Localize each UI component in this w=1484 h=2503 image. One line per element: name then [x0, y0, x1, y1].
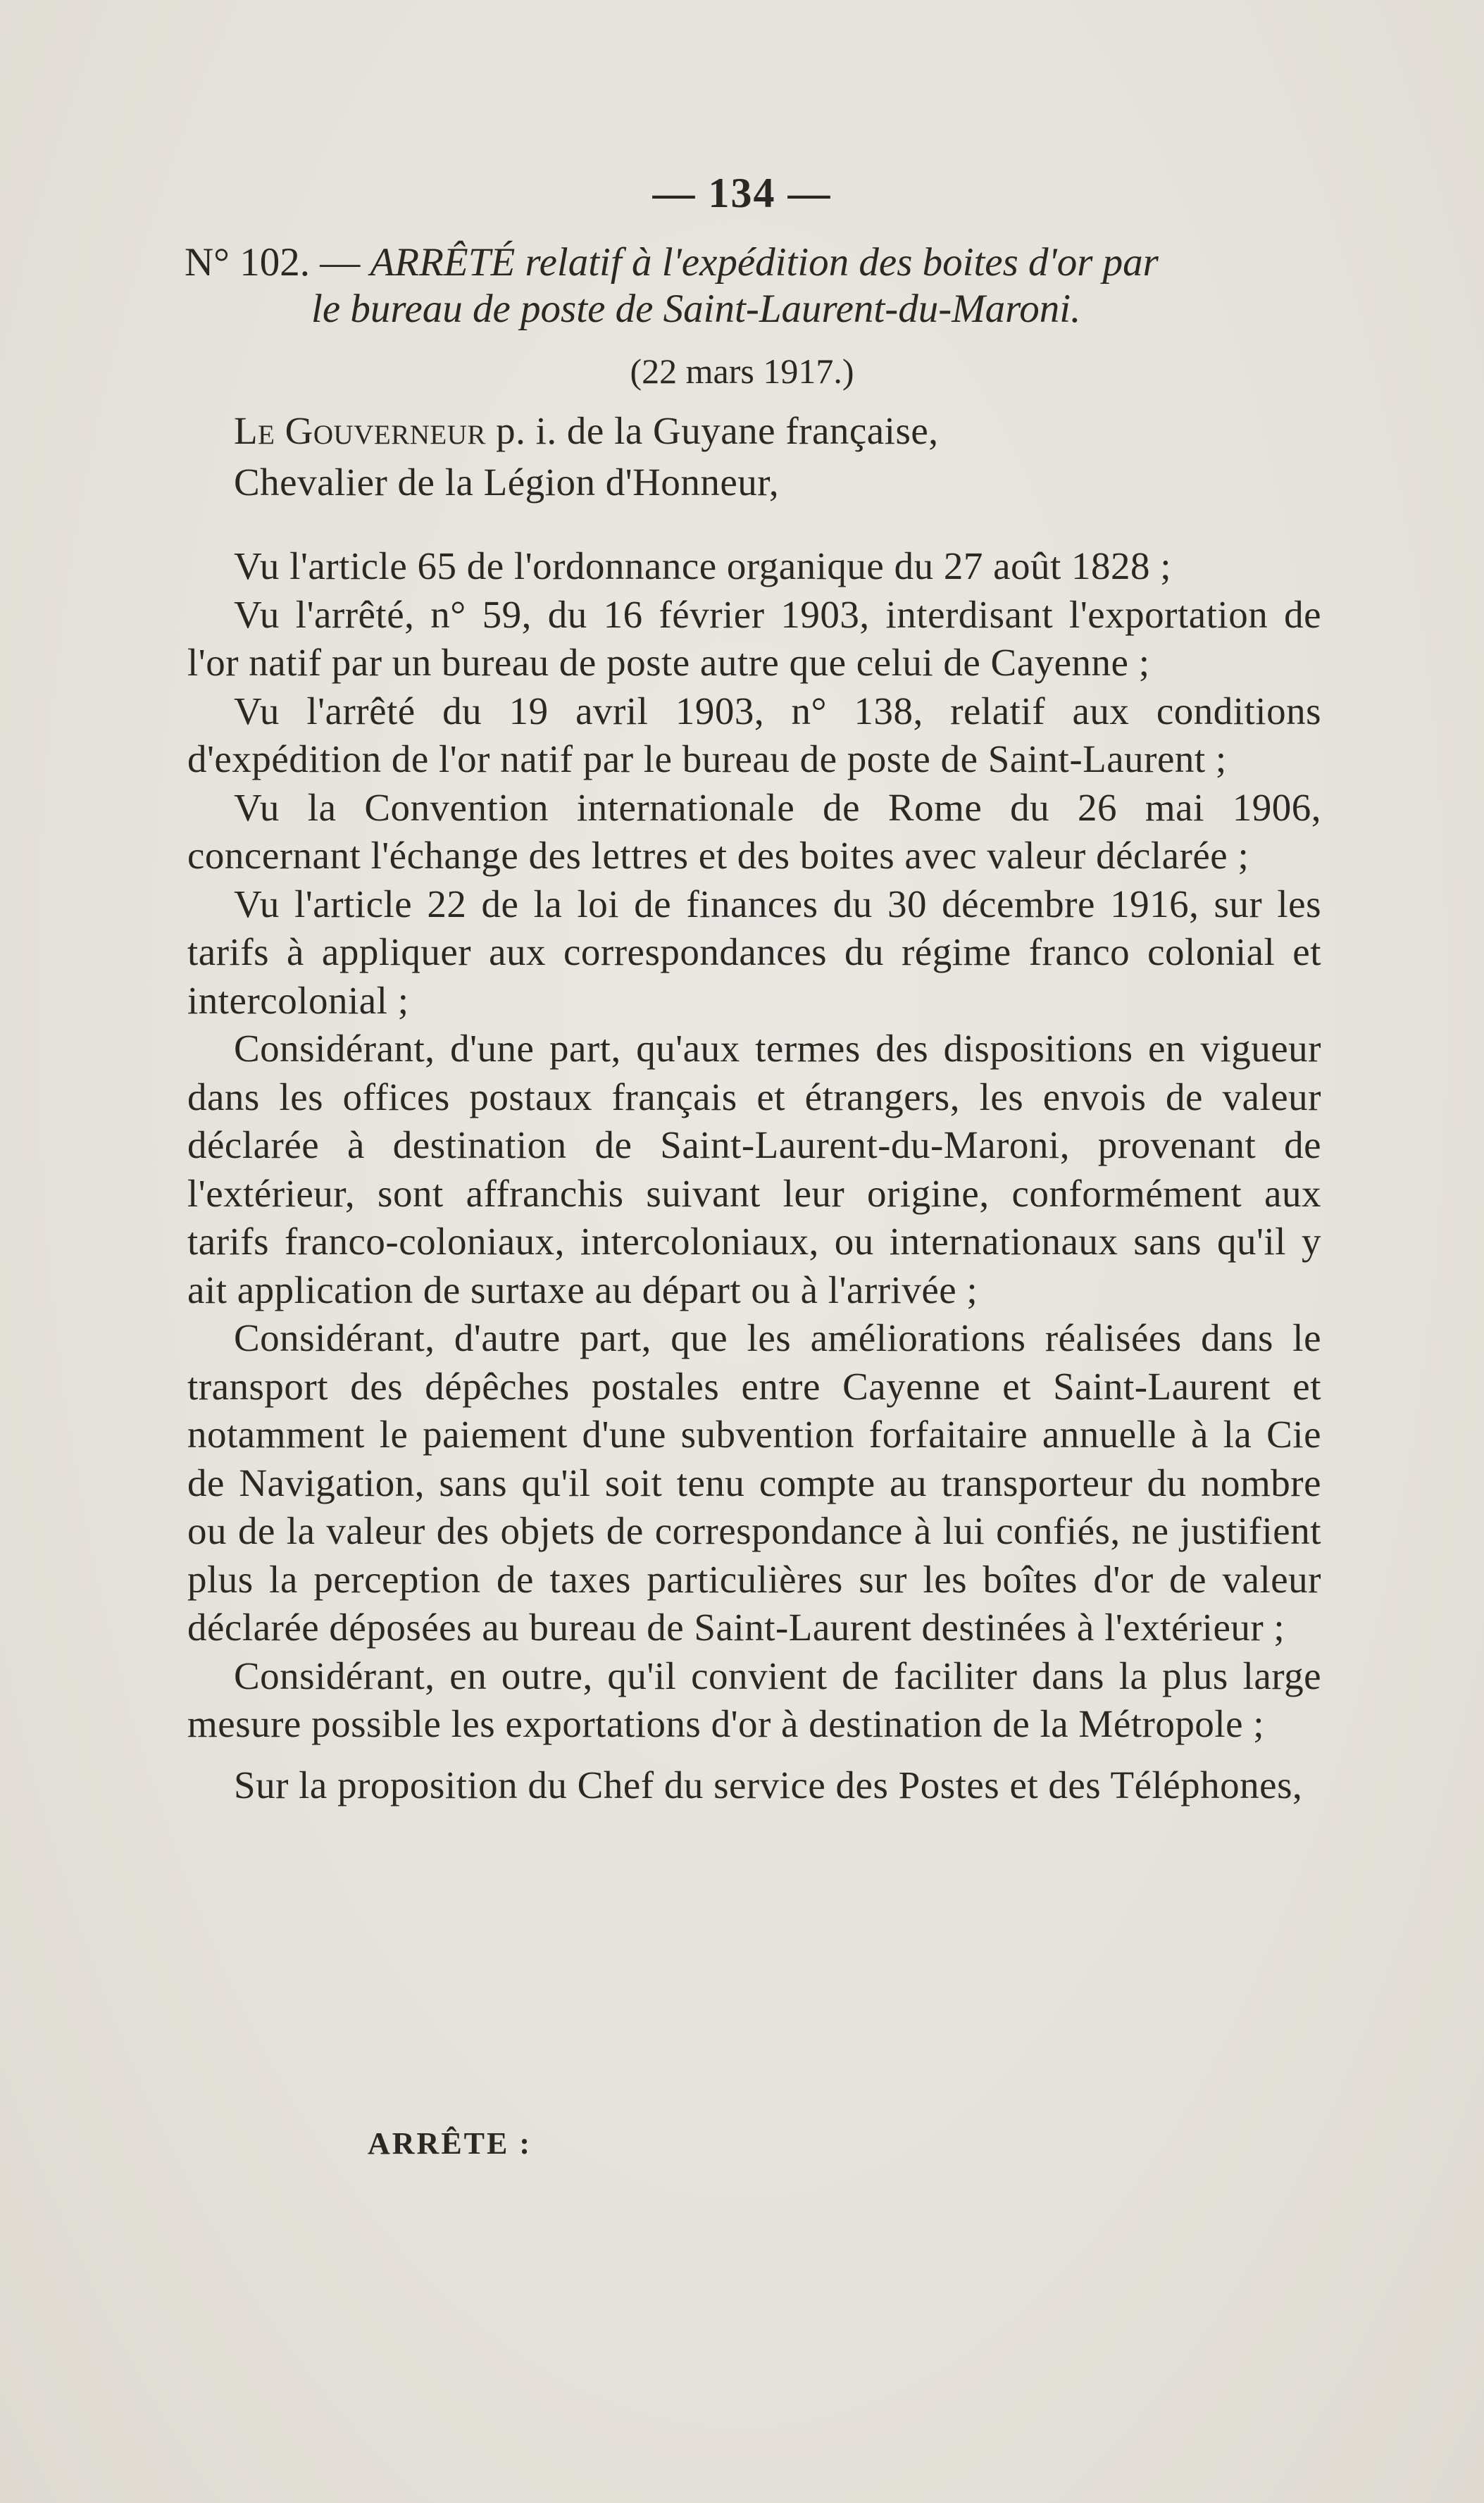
decree-date: (22 mars 1917.): [630, 351, 854, 391]
decree-title: [185, 239, 1326, 332]
paragraph-considerant-2: Considérant, d'autre part, que les améliorations réalisées dans le transport des dépêches postales entre Cayenne et Saint-Laurent et notamment le paiement d'une subvention forfaitaire annuelle à la Cie de Navigation, sans qu'il soit tenu compte au transporteur du nombre ou de la valeur des objets de correspondance à lui confiés, ne justifient plus la perception de taxes particulières sur les boîtes d'or de valeur déclarée déposées au bureau de Saint-Laurent destinées à l'extérieur ;: [187, 1316, 1321, 1649]
page-number: — 134 —: [652, 170, 832, 216]
paragraph-considerant-1: Considérant, d'une part, qu'aux termes des dispositions en vigueur dans les offices postaux français et étrangers, les envois de valeur déclarée à destination de Saint-Laurent-du-Maroni, provenant de l'extérieur, sont affranchis suivant leur origine, conformément aux tarifs franco-coloniaux, intercoloniaux, ou internationaux sans qu'il y ait application de surtaxe au départ ou à l'arrivée ;: [187, 1027, 1321, 1311]
paragraph-proposition: Sur la proposition du Chef du service des Postes et des Téléphones,: [234, 1763, 1303, 1806]
governor-line1-rest: p. i. de la Guyane française,: [485, 409, 939, 452]
paragraph-considerant-3: Considérant, en outre, qu'il convient de faciliter dans la plus large mesure possible les exportations d'or à destination de la Métropole ;: [187, 1654, 1321, 1745]
decree-number: N° 102. —: [185, 240, 361, 285]
paragraph-article-65: Vu l'article 65 de l'ordonnance organique du 27 août 1828 ;: [234, 544, 1172, 587]
decree-body: [187, 542, 1321, 1809]
governor-header: [187, 407, 1321, 506]
paragraph-article-22: Vu l'article 22 de la loi de finances du 30 décembre 1916, sur les tarifs à appliquer aux correspondances du régime franco colonial et intercolonial ;: [187, 882, 1321, 1022]
governor-line1: [187, 407, 1321, 456]
decree-heading-line2: le bureau de poste de Saint-Laurent-du-Maroni.: [311, 287, 1081, 331]
paragraph-convention-rome: Vu la Convention internationale de Rome du 26 mai 1906, concernant l'échange des lettres et des boites avec valeur déclarée ;: [187, 785, 1321, 877]
decree-heading-line1: ARRÊTÉ relatif à l'expédition des boites d'or par: [370, 240, 1159, 285]
governor-title: Le Gouverneur: [234, 409, 486, 452]
paragraph-arrete-138: Vu l'arrêté du 19 avril 1903, n° 138, relatif aux conditions d'expédition de l'or natif par le bureau de poste de Saint-Laurent ;: [187, 689, 1321, 780]
governor-line2: Chevalier de la Légion d'Honneur,: [234, 460, 780, 504]
arrete-heading: ARRÊTE :: [368, 2126, 532, 2161]
paragraph-arrete-59: Vu l'arrêté, n° 59, du 16 février 1903, interdisant l'exportation de l'or natif par un bureau de poste autre que celui de Cayenne ;: [187, 592, 1321, 684]
